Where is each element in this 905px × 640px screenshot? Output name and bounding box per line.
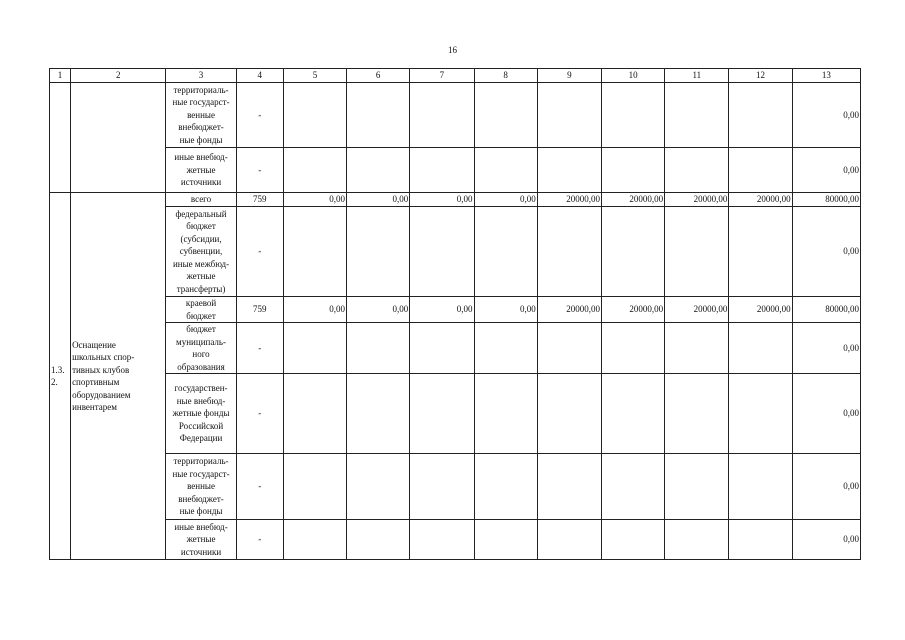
header-cell: 8 [474, 69, 537, 83]
value-cell [665, 207, 729, 297]
header-cell: 5 [283, 69, 346, 83]
funding-source-cell: краевой бюджет [166, 297, 236, 323]
value-cell [537, 207, 601, 297]
funding-source-cell: государствен- ные внебюд- жетные фонды Российской Федерации [166, 374, 236, 454]
value-cell: 0,00 [283, 193, 346, 207]
value-cell: 0,00 [792, 374, 860, 454]
value-cell: 20000,00 [601, 193, 664, 207]
value-cell: 0,00 [792, 454, 860, 520]
value-cell [474, 323, 537, 374]
table-row [50, 454, 861, 520]
value-cell [474, 454, 537, 520]
header-cell: 6 [347, 69, 410, 83]
value-cell [283, 323, 346, 374]
value-cell: - [236, 323, 283, 374]
value-cell [601, 83, 664, 148]
value-cell [537, 148, 601, 193]
value-cell: 0,00 [792, 83, 860, 148]
value-cell [665, 454, 729, 520]
value-cell [601, 323, 664, 374]
value-cell: 20000,00 [665, 297, 729, 323]
value-cell: - [236, 520, 283, 560]
item-number-cell: 1.3. 2. [50, 193, 71, 560]
value-cell [665, 148, 729, 193]
value-cell [665, 83, 729, 148]
value-cell [347, 520, 410, 560]
funding-source-cell: территориаль- ные государст- венные внебюджет- ные фонды [166, 83, 236, 148]
funding-source-cell: всего [166, 193, 236, 207]
value-cell [347, 374, 410, 454]
funding-source-cell: территориаль- ные государст- венные внебюджет- ные фонды [166, 454, 236, 520]
value-cell: 20000,00 [601, 297, 664, 323]
value-cell: 0,00 [792, 323, 860, 374]
value-cell: 759 [236, 193, 283, 207]
value-cell [347, 83, 410, 148]
value-cell: - [236, 148, 283, 193]
funding-source-cell: федеральный бюджет (субсидии, субвенции, иные межбюд- жетные трансферты) [166, 207, 236, 297]
value-cell [474, 83, 537, 148]
value-cell: 0,00 [474, 297, 537, 323]
header-cell: 7 [410, 69, 474, 83]
table-row [50, 207, 861, 297]
value-cell: - [236, 454, 283, 520]
value-cell [410, 323, 474, 374]
value-cell: - [236, 83, 283, 148]
header-cell: 1 [50, 69, 71, 83]
table-row [50, 148, 861, 193]
value-cell [347, 148, 410, 193]
value-cell [729, 323, 792, 374]
value-cell [410, 148, 474, 193]
value-cell [537, 454, 601, 520]
header-cell: 11 [665, 69, 729, 83]
value-cell: 20000,00 [729, 297, 792, 323]
header-cell: 4 [236, 69, 283, 83]
header-cell: 12 [729, 69, 792, 83]
funding-source-cell: иные внебюд- жетные источники [166, 148, 236, 193]
value-cell [537, 374, 601, 454]
value-cell [347, 207, 410, 297]
value-cell: 0,00 [792, 520, 860, 560]
value-cell [601, 374, 664, 454]
header-cell: 2 [71, 69, 166, 83]
value-cell [729, 207, 792, 297]
value-cell [601, 454, 664, 520]
header-cell: 13 [792, 69, 860, 83]
funding-source-cell: иные внебюд- жетные источники [166, 520, 236, 560]
value-cell [283, 207, 346, 297]
page-number: 16 [448, 45, 457, 55]
value-cell [537, 83, 601, 148]
funding-source-cell: бюджет муниципаль- ного образования [166, 323, 236, 374]
value-cell: 0,00 [347, 297, 410, 323]
table-row [50, 520, 861, 560]
value-cell [410, 520, 474, 560]
value-cell: 20000,00 [537, 297, 601, 323]
header-row [50, 69, 861, 83]
value-cell [729, 374, 792, 454]
table-row [50, 374, 861, 454]
value-cell [347, 454, 410, 520]
value-cell [410, 454, 474, 520]
value-cell [729, 520, 792, 560]
value-cell [283, 83, 346, 148]
value-cell [729, 83, 792, 148]
item-name-cell [71, 83, 166, 193]
value-cell [283, 148, 346, 193]
value-cell: 20000,00 [537, 193, 601, 207]
header-cell: 9 [537, 69, 601, 83]
value-cell: 0,00 [474, 193, 537, 207]
value-cell: 0,00 [347, 193, 410, 207]
header-cell: 3 [166, 69, 236, 83]
value-cell [729, 454, 792, 520]
value-cell: 0,00 [410, 193, 474, 207]
value-cell [474, 374, 537, 454]
value-cell [665, 323, 729, 374]
value-cell [601, 207, 664, 297]
value-cell: 0,00 [792, 207, 860, 297]
value-cell [283, 374, 346, 454]
value-cell: 80000,00 [792, 297, 860, 323]
value-cell: - [236, 374, 283, 454]
value-cell [601, 520, 664, 560]
value-cell [474, 207, 537, 297]
value-cell: 759 [236, 297, 283, 323]
value-cell [537, 323, 601, 374]
value-cell [347, 323, 410, 374]
value-cell [729, 148, 792, 193]
value-cell: 20000,00 [665, 193, 729, 207]
table-row [50, 297, 861, 323]
value-cell [665, 374, 729, 454]
value-cell: 0,00 [410, 297, 474, 323]
table-row [50, 193, 861, 207]
value-cell [283, 454, 346, 520]
value-cell: 80000,00 [792, 193, 860, 207]
value-cell: 0,00 [792, 148, 860, 193]
value-cell [474, 148, 537, 193]
value-cell [410, 83, 474, 148]
value-cell [474, 520, 537, 560]
item-name-cell: Оснащение школьных спор- тивных клубов спортивным оборудованием инвентарем [71, 193, 166, 560]
item-number-cell [50, 83, 71, 193]
value-cell [601, 148, 664, 193]
value-cell [410, 207, 474, 297]
value-cell [283, 520, 346, 560]
value-cell [410, 374, 474, 454]
value-cell [665, 520, 729, 560]
value-cell: 20000,00 [729, 193, 792, 207]
table-row [50, 323, 861, 374]
value-cell: - [236, 207, 283, 297]
value-cell [537, 520, 601, 560]
budget-table [49, 68, 861, 560]
value-cell: 0,00 [283, 297, 346, 323]
header-cell: 10 [601, 69, 664, 83]
table-row [50, 83, 861, 148]
